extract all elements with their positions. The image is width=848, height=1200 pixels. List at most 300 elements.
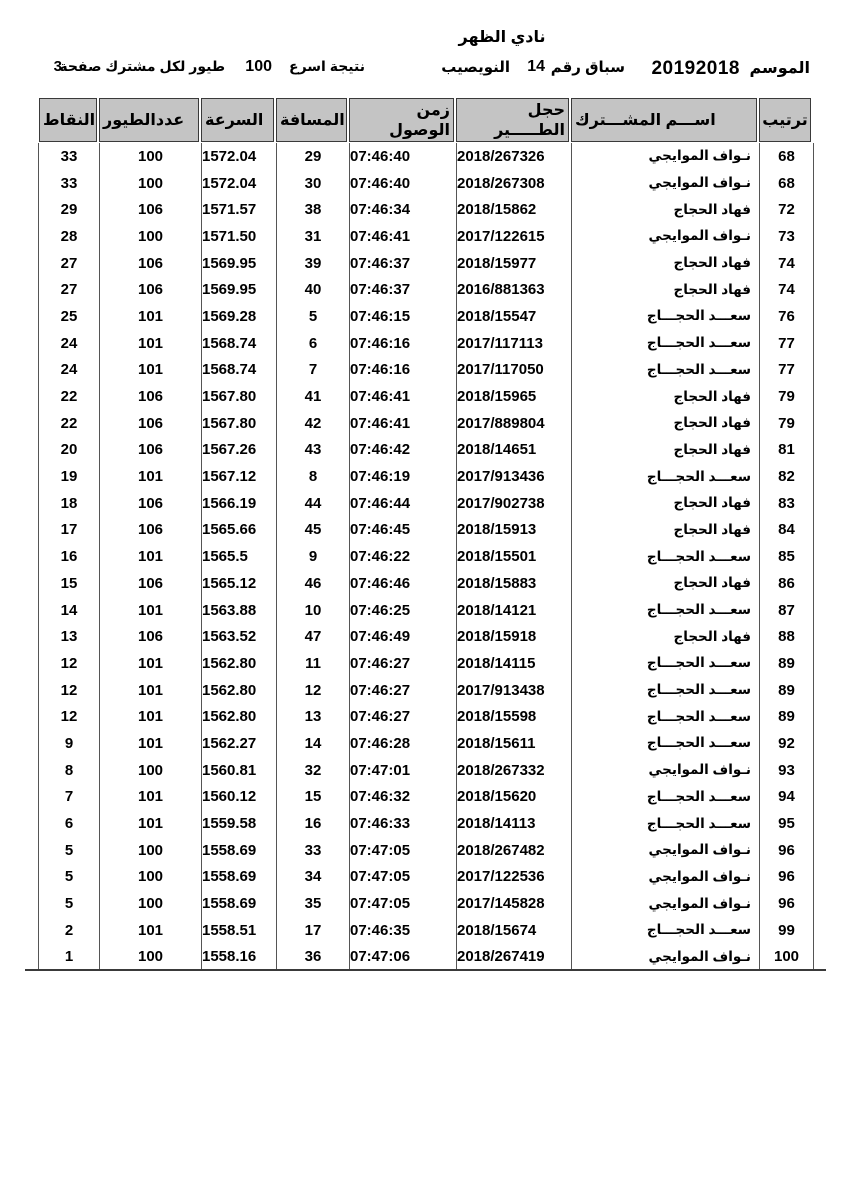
- cell-pigeon-ring: 2018/15883: [456, 570, 571, 597]
- cell-points: 25: [60, 307, 78, 325]
- cell-pigeon-ring: 2017/913436: [456, 463, 571, 490]
- cell-rank: 79: [759, 410, 813, 437]
- table-bottom-rule: [25, 969, 826, 971]
- cell-pigeon-ring: 2018/14115: [456, 650, 571, 677]
- table-row: [39, 677, 813, 704]
- cell-pigeon-count: 100: [99, 837, 201, 864]
- cell-arrival-time: 07:46:41: [349, 383, 456, 410]
- cell-participant-name: سعـــد الحجـــاج: [571, 917, 759, 944]
- cell-arrival-time: 07:46:37: [349, 276, 456, 303]
- cell-pigeon-ring: 2018/14121: [456, 597, 571, 624]
- cell-arrival-time: 07:46:19: [349, 463, 456, 490]
- cell-pigeon-ring: 2018/15918: [456, 623, 571, 650]
- page-number: 3: [53, 58, 62, 75]
- cell-participant-name: نـواف الموايجي: [571, 837, 759, 864]
- table-row: [39, 570, 813, 597]
- cell-distance: 16: [276, 810, 349, 837]
- race-number: 14: [527, 58, 545, 75]
- cell-distance: 32: [276, 757, 349, 784]
- cell-rank: 96: [759, 864, 813, 891]
- cell-speed: 1567.26: [201, 437, 276, 464]
- cell-participant-name: سعـــد الحجـــاج: [571, 784, 759, 811]
- cell-pigeon-count: 106: [99, 517, 201, 544]
- table-row: [39, 250, 813, 277]
- cell-pigeon-ring: 2018/14113: [456, 810, 571, 837]
- header-cell-distance: المسافة: [276, 98, 347, 142]
- cell-speed: 1562.80: [201, 677, 276, 704]
- cell-participant-name: سعـــد الحجـــاج: [571, 303, 759, 330]
- cell-speed: 1568.74: [201, 330, 276, 357]
- cell-pigeon-ring: 2018/267482: [456, 837, 571, 864]
- table-row: [39, 383, 813, 410]
- cell-pigeon-ring: 2018/15965: [456, 383, 571, 410]
- cell-pigeon-ring: 2018/14651: [456, 437, 571, 464]
- cell-participant-name: فهاد الحجاج: [571, 276, 759, 303]
- cell-distance: 47: [276, 623, 349, 650]
- cell-pigeon-count: 100: [99, 223, 201, 250]
- cell-participant-name: سعـــد الحجـــاج: [571, 463, 759, 490]
- per-participant-page-label: طيور لكل مشترك صفحة: [59, 58, 225, 74]
- cell-pigeon-count: 106: [99, 383, 201, 410]
- cell-arrival-time: 07:46:44: [349, 490, 456, 517]
- cell-points: 1: [64, 948, 74, 966]
- cell-rank: 72: [759, 196, 813, 223]
- cell-distance: 7: [276, 357, 349, 384]
- cell-pigeon-count: 106: [99, 250, 201, 277]
- cell-rank: 73: [759, 223, 813, 250]
- cell-speed: 1566.19: [201, 490, 276, 517]
- cell-pigeon-ring: 2018/15862: [456, 196, 571, 223]
- cell-distance: 43: [276, 437, 349, 464]
- cell-distance: 38: [276, 196, 349, 223]
- cell-distance: 45: [276, 517, 349, 544]
- table-body: [38, 143, 814, 970]
- cell-arrival-time: 07:46:41: [349, 410, 456, 437]
- table-row: [39, 223, 813, 250]
- cell-speed: 1568.74: [201, 357, 276, 384]
- cell-distance: 39: [276, 250, 349, 277]
- cell-pigeon-count: 106: [99, 437, 201, 464]
- cell-participant-name: سعـــد الحجـــاج: [571, 543, 759, 570]
- cell-points: 28: [60, 227, 78, 245]
- cell-pigeon-ring: 2018/15611: [456, 730, 571, 757]
- cell-pigeon-count: 106: [99, 196, 201, 223]
- cell-speed: 1572.04: [201, 170, 276, 197]
- cell-participant-name: سعـــد الحجـــاج: [571, 330, 759, 357]
- cell-distance: 34: [276, 864, 349, 891]
- cell-speed: 1558.69: [201, 890, 276, 917]
- cell-speed: 1563.52: [201, 623, 276, 650]
- cell-arrival-time: 07:46:42: [349, 437, 456, 464]
- cell-speed: 1567.80: [201, 383, 276, 410]
- cell-arrival-time: 07:46:27: [349, 677, 456, 704]
- cell-speed: 1565.12: [201, 570, 276, 597]
- table-row: [39, 890, 813, 917]
- cell-arrival-time: 07:46:22: [349, 543, 456, 570]
- cell-points: 22: [60, 414, 78, 432]
- cell-rank: 81: [759, 437, 813, 464]
- cell-pigeon-count: 106: [99, 276, 201, 303]
- cell-rank: 95: [759, 810, 813, 837]
- cell-arrival-time: 07:46:40: [349, 143, 456, 170]
- cell-pigeon-ring: 2018/267419: [456, 944, 571, 971]
- cell-rank: 99: [759, 917, 813, 944]
- cell-points: 17: [60, 521, 78, 539]
- cell-arrival-time: 07:46:32: [349, 784, 456, 811]
- cell-points: 12: [60, 681, 78, 699]
- table-row: [39, 543, 813, 570]
- cell-speed: 1560.12: [201, 784, 276, 811]
- table-row: [39, 517, 813, 544]
- cell-distance: 8: [276, 463, 349, 490]
- cell-points: 7: [64, 788, 74, 806]
- cell-pigeon-ring: 2017/913438: [456, 677, 571, 704]
- cell-speed: 1565.5: [201, 543, 276, 570]
- cell-pigeon-count: 100: [99, 944, 201, 971]
- table-row: [39, 650, 813, 677]
- cell-rank: 74: [759, 276, 813, 303]
- cell-arrival-time: 07:46:15: [349, 303, 456, 330]
- cell-pigeon-ring: 2016/881363: [456, 276, 571, 303]
- cell-speed: 1569.95: [201, 276, 276, 303]
- table-row: [39, 730, 813, 757]
- table-row: [39, 837, 813, 864]
- table-row: [39, 437, 813, 464]
- cell-distance: 40: [276, 276, 349, 303]
- cell-distance: 6: [276, 330, 349, 357]
- cell-points: 33: [60, 147, 78, 165]
- cell-speed: 1563.88: [201, 597, 276, 624]
- cell-participant-name: سعـــد الحجـــاج: [571, 703, 759, 730]
- cell-arrival-time: 07:47:01: [349, 757, 456, 784]
- cell-pigeon-count: 101: [99, 357, 201, 384]
- cell-speed: 1572.04: [201, 143, 276, 170]
- header-cell-speed: السرعة: [201, 98, 274, 142]
- season-label: الموسم: [749, 60, 810, 77]
- cell-arrival-time: 07:46:49: [349, 623, 456, 650]
- cell-speed: 1565.66: [201, 517, 276, 544]
- cell-speed: 1562.80: [201, 650, 276, 677]
- cell-pigeon-count: 101: [99, 730, 201, 757]
- cell-distance: 44: [276, 490, 349, 517]
- cell-participant-name: فهاد الحجاج: [571, 623, 759, 650]
- cell-speed: 1562.27: [201, 730, 276, 757]
- cell-distance: 10: [276, 597, 349, 624]
- cell-participant-name: سعـــد الحجـــاج: [571, 677, 759, 704]
- table-row: [39, 143, 813, 170]
- cell-rank: 85: [759, 543, 813, 570]
- cell-points: 12: [60, 654, 78, 672]
- cell-pigeon-count: 106: [99, 410, 201, 437]
- cell-speed: 1567.80: [201, 410, 276, 437]
- cell-participant-name: فهاد الحجاج: [571, 570, 759, 597]
- cell-participant-name: فهاد الحجاج: [571, 437, 759, 464]
- cell-participant-name: نـواف الموايجي: [571, 223, 759, 250]
- cell-rank: 74: [759, 250, 813, 277]
- cell-rank: 84: [759, 517, 813, 544]
- cell-pigeon-count: 101: [99, 677, 201, 704]
- cell-pigeon-count: 101: [99, 703, 201, 730]
- cell-rank: 89: [759, 677, 813, 704]
- cell-distance: 36: [276, 944, 349, 971]
- cell-participant-name: نـواف الموايجي: [571, 757, 759, 784]
- cell-pigeon-count: 100: [99, 143, 201, 170]
- cell-rank: 77: [759, 357, 813, 384]
- cell-pigeon-count: 101: [99, 650, 201, 677]
- cell-distance: 13: [276, 703, 349, 730]
- cell-pigeon-count: 101: [99, 784, 201, 811]
- cell-pigeon-ring: 2018/15674: [456, 917, 571, 944]
- club-title: نادي الظهر: [458, 29, 546, 46]
- cell-pigeon-count: 106: [99, 570, 201, 597]
- cell-arrival-time: 07:46:27: [349, 703, 456, 730]
- cell-points: 9: [64, 734, 74, 752]
- cell-arrival-time: 07:47:06: [349, 944, 456, 971]
- cell-rank: 82: [759, 463, 813, 490]
- cell-points: 27: [60, 281, 78, 299]
- cell-participant-name: فهاد الحجاج: [571, 410, 759, 437]
- cell-speed: 1571.57: [201, 196, 276, 223]
- cell-points: 5: [64, 895, 74, 913]
- cell-speed: 1558.51: [201, 917, 276, 944]
- header-cell-pigeon-count: عددالطيور: [99, 98, 199, 142]
- cell-rank: 94: [759, 784, 813, 811]
- cell-pigeon-count: 100: [99, 757, 201, 784]
- cell-rank: 96: [759, 837, 813, 864]
- fastest-count: 100: [245, 58, 272, 75]
- table-row: [39, 463, 813, 490]
- cell-pigeon-ring: 2017/122536: [456, 864, 571, 891]
- table-row: [39, 810, 813, 837]
- cell-rank: 87: [759, 597, 813, 624]
- cell-distance: 30: [276, 170, 349, 197]
- cell-points: 2: [64, 921, 74, 939]
- cell-participant-name: فهاد الحجاج: [571, 250, 759, 277]
- cell-pigeon-count: 106: [99, 623, 201, 650]
- cell-arrival-time: 07:46:40: [349, 170, 456, 197]
- cell-pigeon-count: 106: [99, 490, 201, 517]
- cell-arrival-time: 07:46:41: [349, 223, 456, 250]
- cell-pigeon-count: 100: [99, 170, 201, 197]
- cell-rank: 89: [759, 703, 813, 730]
- cell-distance: 41: [276, 383, 349, 410]
- cell-speed: 1558.16: [201, 944, 276, 971]
- cell-participant-name: نـواف الموايجي: [571, 170, 759, 197]
- cell-pigeon-count: 101: [99, 303, 201, 330]
- cell-pigeon-ring: 2018/267326: [456, 143, 571, 170]
- cell-speed: 1571.50: [201, 223, 276, 250]
- header-cell-points: النقاط: [39, 98, 97, 142]
- cell-points: 24: [60, 361, 78, 379]
- cell-points: 18: [60, 494, 78, 512]
- result-label: نتيجة اسرع: [289, 58, 365, 74]
- table-row: [39, 490, 813, 517]
- cell-speed: 1560.81: [201, 757, 276, 784]
- cell-pigeon-count: 101: [99, 917, 201, 944]
- cell-points: 29: [60, 201, 78, 219]
- table-row: [39, 410, 813, 437]
- table-row: [39, 303, 813, 330]
- cell-participant-name: نـواف الموايجي: [571, 143, 759, 170]
- cell-points: 14: [60, 601, 78, 619]
- cell-participant-name: سعـــد الحجـــاج: [571, 730, 759, 757]
- cell-arrival-time: 07:47:05: [349, 864, 456, 891]
- cell-arrival-time: 07:46:33: [349, 810, 456, 837]
- cell-rank: 77: [759, 330, 813, 357]
- cell-speed: 1569.95: [201, 250, 276, 277]
- cell-pigeon-ring: 2018/15598: [456, 703, 571, 730]
- cell-pigeon-ring: 2018/15501: [456, 543, 571, 570]
- cell-speed: 1562.80: [201, 703, 276, 730]
- cell-pigeon-count: 101: [99, 543, 201, 570]
- cell-distance: 35: [276, 890, 349, 917]
- cell-distance: 46: [276, 570, 349, 597]
- cell-rank: 79: [759, 383, 813, 410]
- cell-speed: 1558.69: [201, 837, 276, 864]
- cell-participant-name: نـواف الموايجي: [571, 864, 759, 891]
- cell-pigeon-count: 101: [99, 330, 201, 357]
- cell-participant-name: سعـــد الحجـــاج: [571, 357, 759, 384]
- table-row: [39, 170, 813, 197]
- cell-rank: 93: [759, 757, 813, 784]
- header-cell-arrival-time: زمن الوصول: [349, 98, 454, 142]
- cell-distance: 33: [276, 837, 349, 864]
- cell-distance: 12: [276, 677, 349, 704]
- cell-distance: 15: [276, 784, 349, 811]
- cell-pigeon-ring: 2017/122615: [456, 223, 571, 250]
- cell-participant-name: سعـــد الحجـــاج: [571, 597, 759, 624]
- cell-rank: 68: [759, 143, 813, 170]
- cell-pigeon-ring: 2018/15913: [456, 517, 571, 544]
- cell-pigeon-ring: 2017/117113: [456, 330, 571, 357]
- table-row: [39, 597, 813, 624]
- cell-points: 5: [64, 868, 74, 886]
- table-header-row: [38, 97, 812, 143]
- cell-distance: 11: [276, 650, 349, 677]
- cell-arrival-time: 07:46:35: [349, 917, 456, 944]
- table-row: [39, 757, 813, 784]
- cell-pigeon-ring: 2018/267332: [456, 757, 571, 784]
- cell-arrival-time: 07:46:45: [349, 517, 456, 544]
- cell-rank: 76: [759, 303, 813, 330]
- cell-arrival-time: 07:46:16: [349, 357, 456, 384]
- cell-arrival-time: 07:46:27: [349, 650, 456, 677]
- cell-arrival-time: 07:46:46: [349, 570, 456, 597]
- cell-distance: 9: [276, 543, 349, 570]
- table-row: [39, 703, 813, 730]
- cell-distance: 31: [276, 223, 349, 250]
- cell-pigeon-ring: 2018/15620: [456, 784, 571, 811]
- cell-pigeon-ring: 2017/902738: [456, 490, 571, 517]
- cell-arrival-time: 07:47:05: [349, 890, 456, 917]
- venue-name: النويصيب: [441, 59, 510, 76]
- cell-rank: 88: [759, 623, 813, 650]
- cell-pigeon-ring: 2017/889804: [456, 410, 571, 437]
- cell-points: 13: [60, 628, 78, 646]
- header-cell-rank: ترتيب: [759, 98, 811, 142]
- cell-participant-name: فهاد الحجاج: [571, 517, 759, 544]
- cell-distance: 29: [276, 143, 349, 170]
- cell-participant-name: فهاد الحجاج: [571, 196, 759, 223]
- cell-distance: 5: [276, 303, 349, 330]
- cell-rank: 92: [759, 730, 813, 757]
- cell-speed: 1569.28: [201, 303, 276, 330]
- cell-speed: 1559.58: [201, 810, 276, 837]
- cell-pigeon-count: 101: [99, 463, 201, 490]
- cell-participant-name: سعـــد الحجـــاج: [571, 650, 759, 677]
- cell-rank: 89: [759, 650, 813, 677]
- cell-participant-name: سعـــد الحجـــاج: [571, 810, 759, 837]
- cell-pigeon-ring: 2018/267308: [456, 170, 571, 197]
- table-row: [39, 357, 813, 384]
- cell-distance: 17: [276, 917, 349, 944]
- cell-arrival-time: 07:46:28: [349, 730, 456, 757]
- cell-pigeon-count: 100: [99, 864, 201, 891]
- cell-arrival-time: 07:46:16: [349, 330, 456, 357]
- table-row: [39, 276, 813, 303]
- cell-points: 20: [60, 441, 78, 459]
- cell-points: 15: [60, 574, 78, 592]
- cell-pigeon-ring: 2018/15977: [456, 250, 571, 277]
- cell-points: 16: [60, 548, 78, 566]
- cell-points: 12: [60, 708, 78, 726]
- cell-points: 22: [60, 388, 78, 406]
- table-row: [39, 196, 813, 223]
- cell-participant-name: فهاد الحجاج: [571, 383, 759, 410]
- table-row: [39, 330, 813, 357]
- table-row: [39, 864, 813, 891]
- cell-participant-name: فهاد الحجاج: [571, 490, 759, 517]
- cell-speed: 1567.12: [201, 463, 276, 490]
- table-row: [39, 623, 813, 650]
- cell-pigeon-count: 100: [99, 890, 201, 917]
- cell-pigeon-count: 101: [99, 597, 201, 624]
- cell-speed: 1558.69: [201, 864, 276, 891]
- cell-distance: 14: [276, 730, 349, 757]
- cell-points: 6: [64, 815, 74, 833]
- header-cell-participant-name: اســـم المشـــترك: [571, 98, 757, 142]
- cell-arrival-time: 07:46:37: [349, 250, 456, 277]
- cell-points: 27: [60, 254, 78, 272]
- cell-participant-name: نـواف الموايجي: [571, 944, 759, 971]
- cell-rank: 83: [759, 490, 813, 517]
- cell-arrival-time: 07:46:34: [349, 196, 456, 223]
- cell-rank: 96: [759, 890, 813, 917]
- table-row: [39, 784, 813, 811]
- cell-points: 24: [60, 334, 78, 352]
- cell-pigeon-ring: 2017/145828: [456, 890, 571, 917]
- header-cell-pigeon-ring: حجل الطـــــير: [456, 98, 569, 142]
- cell-rank: 86: [759, 570, 813, 597]
- cell-points: 8: [64, 761, 74, 779]
- cell-arrival-time: 07:47:05: [349, 837, 456, 864]
- cell-points: 33: [60, 174, 78, 192]
- cell-arrival-time: 07:46:25: [349, 597, 456, 624]
- cell-pigeon-ring: 2018/15547: [456, 303, 571, 330]
- cell-distance: 42: [276, 410, 349, 437]
- cell-points: 5: [64, 841, 74, 859]
- cell-rank: 100: [759, 944, 813, 971]
- cell-points: 19: [60, 468, 78, 486]
- table-row: [39, 917, 813, 944]
- season-value: 20192018: [651, 58, 740, 79]
- table-row: [39, 944, 813, 971]
- cell-pigeon-ring: 2017/117050: [456, 357, 571, 384]
- race-number-label: سباق رقم: [550, 59, 625, 76]
- cell-participant-name: نـواف الموايجي: [571, 890, 759, 917]
- cell-rank: 68: [759, 170, 813, 197]
- cell-pigeon-count: 101: [99, 810, 201, 837]
